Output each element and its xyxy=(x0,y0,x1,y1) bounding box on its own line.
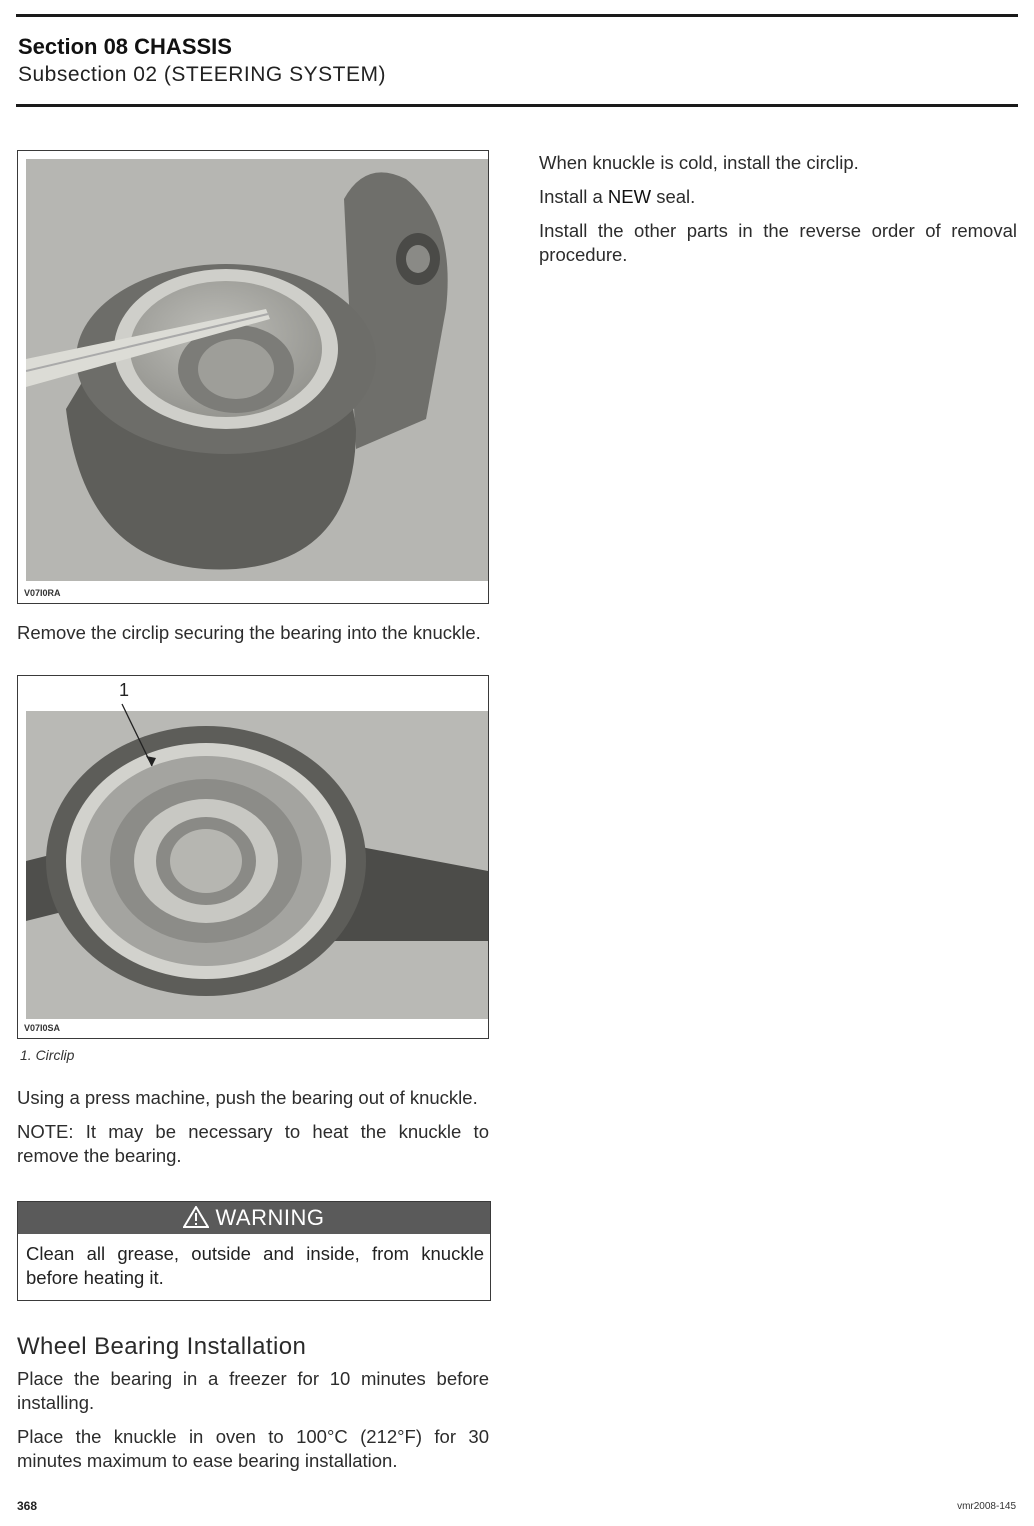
remove-circlip-text: Remove the circlip securing the bearing into the knuckle. xyxy=(17,622,481,643)
installation-para-2: Place the knuckle in oven to 100°C (212°F) for 30 minutes maximum to ease bearing installation. xyxy=(17,1426,489,1471)
figure-knuckle-circlip-removal xyxy=(17,150,489,604)
figure-caption: 1. Circlip xyxy=(20,1047,75,1063)
note-label: NOTE: xyxy=(17,1121,74,1142)
note-text xyxy=(17,1120,489,1168)
right-para-2 xyxy=(539,185,1017,209)
figure-code: V07I0SA xyxy=(24,1023,61,1033)
figure-bearing-circlip xyxy=(17,675,489,1039)
right-para-2-pre: Install a xyxy=(539,186,608,207)
note-body: It may be necessary to heat the knuckle to remove the bearing. xyxy=(17,1121,489,1166)
installation-heading: Wheel Bearing Installation xyxy=(17,1333,307,1360)
knuckle-illustration xyxy=(26,159,488,581)
warning-box xyxy=(17,1201,491,1301)
figure-code: V07I0RA xyxy=(24,588,61,598)
subsection-title: Subsection 02 (STEERING SYSTEM) xyxy=(18,63,386,86)
callout-number: 1 xyxy=(119,680,130,700)
warning-text: Clean all grease, outside and inside, from knuckle before heating it. xyxy=(26,1243,484,1288)
page-number: 368 xyxy=(17,1499,38,1513)
warning-title: WARNING xyxy=(215,1205,325,1230)
right-para-2-post: seal. xyxy=(651,186,696,207)
warning-header xyxy=(18,1202,490,1234)
press-text: Using a press machine, push the bearing out of knuckle. xyxy=(17,1087,478,1108)
section-title: Section 08 CHASSIS xyxy=(18,34,232,59)
callout-leader-line xyxy=(18,676,488,796)
right-para-1: When knuckle is cold, install the circlip. xyxy=(539,152,859,173)
installation-para-1: Place the bearing in a freezer for 10 minutes before installing. xyxy=(17,1368,489,1413)
header-top-rule xyxy=(16,14,1018,17)
warning-triangle-icon xyxy=(183,1205,209,1237)
right-para-3: Install the other parts in the reverse order of removal procedure. xyxy=(539,220,1017,265)
right-para-2-bold: NEW xyxy=(607,186,652,207)
header-bottom-rule xyxy=(16,104,1018,107)
document-code: vmr2008-145 xyxy=(957,1501,1016,1512)
knuckle-photo xyxy=(26,159,488,581)
